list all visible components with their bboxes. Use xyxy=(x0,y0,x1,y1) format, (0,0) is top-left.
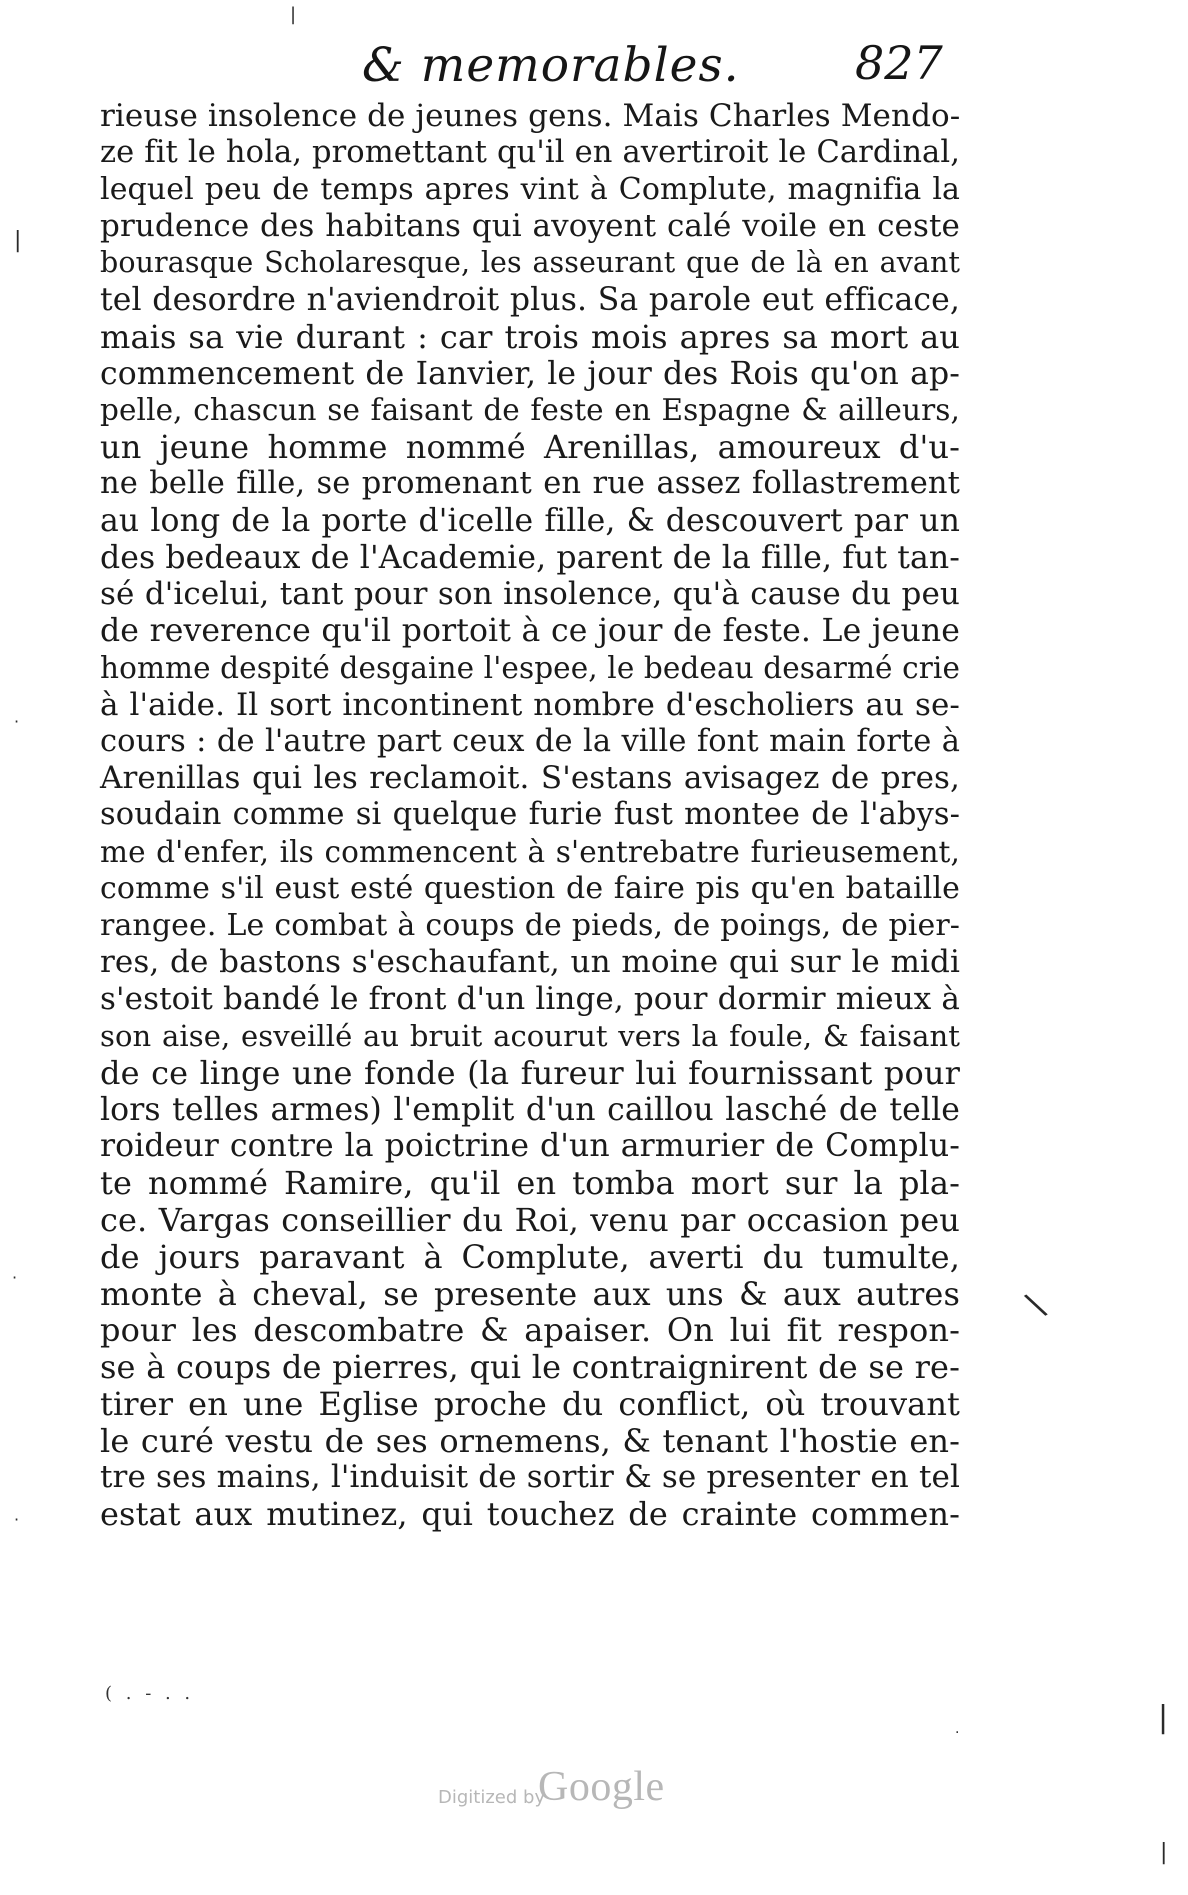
text-line: estat aux mutinez, qui touchez de crainte commen- xyxy=(100,1495,960,1534)
text-line: de jours paravant à Complute, averti du tumulte, xyxy=(100,1237,960,1276)
scan-mark-right-2: | xyxy=(1158,1700,1169,1735)
text-line: bourasque Scholaresque, les asseurant que de là en avant xyxy=(100,246,960,280)
text-line: s'estoit bandé le front d'un linge, pour dormir mieux à xyxy=(100,981,960,1018)
scan-mark-left-2: · xyxy=(14,712,20,731)
scan-mark-top: | xyxy=(290,4,297,25)
text-line: soudain comme si quelque furie fust montee de l'abys- xyxy=(100,797,960,833)
text-line: rieuse insolence de jeunes gens. Mais Charles Mendo- xyxy=(100,98,961,134)
text-line: rangee. Le combat à coups de pieds, de poings, de pier- xyxy=(100,907,960,943)
watermark-prefix: Digitized by xyxy=(438,1787,546,1808)
text-line: pelle, chascun se faisant de feste en Espagne & ailleurs, xyxy=(100,393,960,428)
text-line: me d'enfer, ils commencent à s'entrebatre furieusement, xyxy=(100,834,960,869)
text-line: se à coups de pierres, qui le contraignirent de se re- xyxy=(100,1348,960,1387)
text-line: tirer en une Eglise proche du conflict, où trouvant xyxy=(100,1384,960,1423)
bottom-smudge: ( . - . . xyxy=(105,1683,195,1704)
scan-mark-right-1: \ xyxy=(1020,1284,1051,1326)
scan-mark-right-4: · xyxy=(955,1725,960,1741)
text-line: au long de la porte d'icelle fille, & descouvert par un xyxy=(100,502,960,539)
scan-mark-left-3: · xyxy=(12,1268,18,1287)
text-line: monte à cheval, se presente aux uns & aux autres xyxy=(100,1274,960,1313)
scan-mark-left-1: | xyxy=(14,228,22,253)
body-text xyxy=(100,98,960,1533)
text-line: mais sa vie durant : car trois mois apres sa mort au xyxy=(100,317,960,356)
text-line: res, de bastons s'eschaufant, un moine qui sur le midi xyxy=(100,944,960,981)
text-line: de reverence qu'il portoit à ce jour de feste. Le jeune xyxy=(100,613,960,650)
text-line: des bedeaux de l'Academie, parent de la fille, fut tan- xyxy=(100,539,960,576)
text-line: le curé vestu de ses ornemens, & tenant l'hostie en- xyxy=(100,1421,960,1460)
text-line: prudence des habitans qui avoyent calé voile en ceste xyxy=(100,208,960,245)
text-line: ne belle fille, se promenant en rue assez follastrement xyxy=(100,465,960,501)
text-line: de ce linge une fonde (la fureur lui fournissant pour xyxy=(100,1053,960,1092)
digitization-watermark xyxy=(438,1764,698,1817)
text-line: te nommé Ramire, qu'il en tomba mort sur la pla- xyxy=(100,1164,960,1203)
text-line: homme despité desgaine l'espee, le bedeau desarmé crie xyxy=(100,650,960,685)
text-line: roideur contre la poictrine d'un armurier de Complu- xyxy=(100,1128,960,1165)
text-line: tel desordre n'aviendroit plus. Sa parole eut efficace, xyxy=(100,281,960,318)
text-line: Arenillas qui les reclamoit. S'estans avisagez de pres, xyxy=(100,760,960,797)
text-line: ze fit le hola, promettant qu'il en avertiroit le Cardinal, xyxy=(100,134,960,170)
text-line: un jeune homme nommé Arenillas, amoureux d'u- xyxy=(100,428,960,467)
text-line: pour les descombatre & apaiser. On lui fit respon- xyxy=(100,1311,960,1350)
google-logo: Google xyxy=(538,1764,665,1810)
page-number: 827 xyxy=(855,36,943,90)
running-title: & memorables. xyxy=(362,38,740,93)
text-line: à l'aide. Il sort incontinent nombre d'escholiers au se- xyxy=(100,686,960,723)
scan-mark-right-3: | xyxy=(1160,1840,1168,1865)
text-line: son aise, esveillé au bruit acourut vers la foule, & faisant xyxy=(100,1018,960,1053)
text-line: commencement de Ianvier, le jour des Rois qu'on ap- xyxy=(100,355,960,392)
text-line: sé d'icelui, tant pour son insolence, qu'à cause du peu xyxy=(100,576,960,613)
text-line: comme s'il eust esté question de faire pis qu'en bataille xyxy=(100,870,960,906)
text-line: lequel peu de temps apres vint à Complute, magnifia la xyxy=(100,171,960,207)
text-line: lors telles armes) l'emplit d'un caillou lasché de telle xyxy=(100,1091,960,1128)
scan-mark-left-4: · xyxy=(14,1510,20,1529)
text-line: cours : de l'autre part ceux de la ville font main forte à xyxy=(100,723,960,759)
text-line: ce. Vargas conseillier du Roi, venu par occasion peu xyxy=(100,1200,960,1239)
text-line: tre ses mains, l'induisit de sortir & se presenter en tel xyxy=(100,1459,960,1496)
